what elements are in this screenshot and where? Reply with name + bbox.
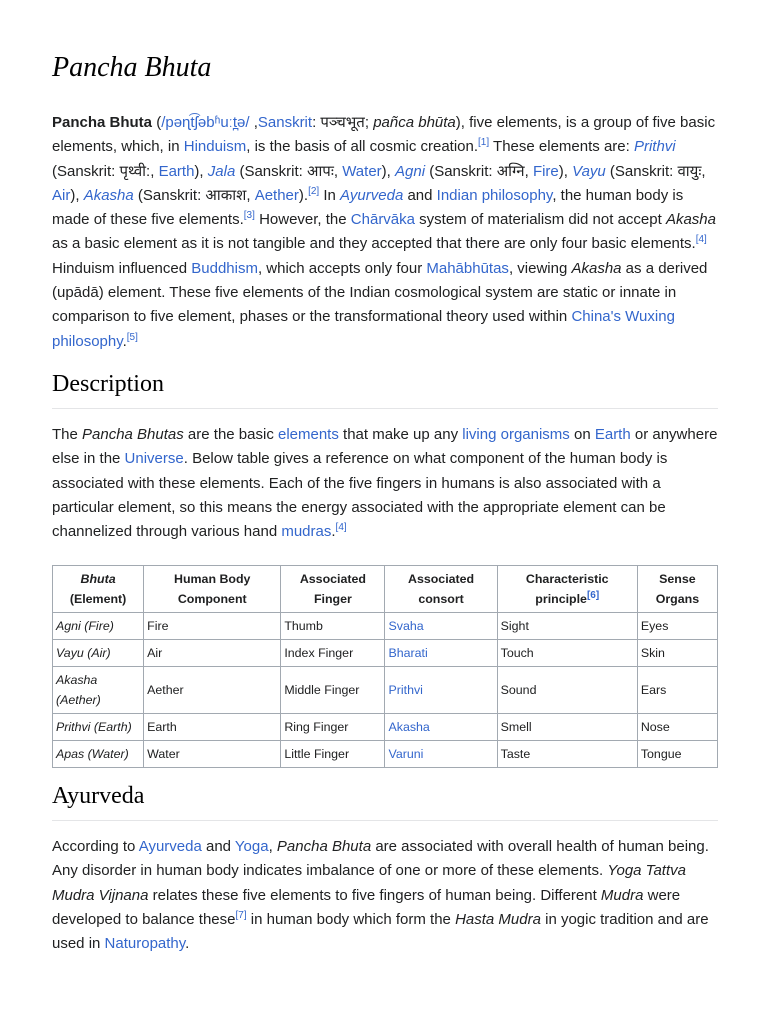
ref-7[interactable]: [7]: [235, 909, 247, 921]
cell-finger: Index Finger: [281, 640, 385, 667]
cell-consort: [385, 667, 497, 714]
consort-link[interactable]: Prithvi: [388, 683, 423, 697]
header-element-label: (Element): [69, 592, 127, 606]
desc-term: Pancha Bhutas: [82, 426, 184, 443]
cell-body: Water: [144, 741, 281, 768]
consort-link[interactable]: Varuni: [388, 747, 424, 761]
cell-bhuta: Apas (Water): [53, 741, 144, 768]
cell-principle: Taste: [497, 741, 637, 768]
ayurveda-text: relates these five elements to five fingers of human being. Different: [148, 886, 601, 904]
header-finger: Associated Finger: [281, 566, 385, 613]
table-row: [53, 714, 718, 741]
akasha-link[interactable]: Akasha: [83, 186, 134, 204]
cell-bhuta: Vayu (Air): [53, 640, 144, 667]
cell-sense: Eyes: [637, 613, 717, 640]
cell-principle: Sight: [497, 613, 637, 640]
sanskrit-text: पञ्चभूत: [320, 114, 365, 131]
mudras-link[interactable]: mudras: [281, 523, 332, 541]
header-sense-organs: Sense Organs: [637, 566, 717, 613]
cell-bhuta: Prithvi (Earth): [53, 714, 144, 741]
intro-term: Akasha: [571, 259, 622, 277]
intro-text: as a basic element as it is not tangible and they accepted that there are only four basic elements.: [52, 235, 696, 253]
charvaka-link[interactable]: Chārvāka: [350, 211, 415, 229]
cell-principle: Sound: [497, 667, 637, 714]
description-paragraph: The Pancha Bhutas are the basic elements that make up any living organisms on Earth or anywhere else in the Universe. Below table gives a reference on what component of the human body is associated with these elements. Each of the five fingers in humans is also associated with a particular element, so this means the energy associated with the appropriate element can be channelized through various hand mudras.[4]: [52, 426, 718, 541]
ref-2[interactable]: [2]: [308, 185, 320, 197]
table-row: [53, 640, 718, 667]
ayurveda-link[interactable]: Ayurveda: [138, 838, 202, 855]
intro-text: (Sanskrit: अग्नि,: [425, 162, 533, 180]
ayurveda-text: According to: [52, 838, 139, 855]
intro-text: as a derived (upādā) element. These five elements of the Indian cosmological system are static or innate in comparison to five element, phases or the transformational theory used within: [52, 259, 708, 326]
ref-4[interactable]: [4]: [335, 522, 347, 534]
ayurveda-text: and: [201, 838, 235, 855]
intro-text: (Sanskrit: आकाश,: [133, 186, 255, 204]
water-link[interactable]: Water: [342, 162, 382, 180]
ayurveda-text: were developed to balance these: [52, 886, 681, 928]
cell-bhuta: Akasha (Aether): [53, 667, 144, 714]
cell-sense: Ears: [637, 667, 717, 714]
intro-text: However, the: [254, 211, 351, 229]
ayurveda-paragraph: According to Ayurveda and Yoga, Pancha Bhuta are associated with overall health of human being. Any disorder in human body indicates imbalance of one or more of these elements. Yoga Tattva Mudra Vijnana relates these five elements to five fingers of human being. Different Mudra were developed to balance these[7] in human body which form the Hasta Mudra in yogic tradition and are used in Naturopathy.: [52, 838, 709, 953]
intro-text: , the human body is made of these five elements.: [52, 186, 684, 229]
transliteration: pañca bhūta: [373, 114, 456, 131]
section-heading-description: Description: [52, 371, 718, 409]
consort-link[interactable]: Svaha: [388, 619, 424, 633]
indian-philosophy-link[interactable]: Indian philosophy: [436, 186, 553, 204]
agni-link[interactable]: Agni: [395, 162, 426, 180]
vayu-link[interactable]: Vayu: [572, 162, 606, 180]
intro-text: system of materialism did not accept: [415, 211, 666, 229]
intro-text: These elements are:: [489, 138, 634, 156]
universe-link[interactable]: Universe: [124, 450, 184, 468]
ayurveda-term: Hasta Mudra: [455, 910, 541, 928]
header-bhuta: [53, 566, 144, 613]
cell-consort: [385, 714, 497, 741]
cell-consort: [385, 640, 497, 667]
intro-text: , which accepts only four: [257, 259, 427, 277]
ayurveda-term: Yoga Tattva Mudra Vijnana: [52, 862, 686, 904]
intro-text: (Sanskrit: वायुः,: [605, 162, 706, 180]
intro-paragraph: Pancha Bhuta (/pəɳt͡ʃəbʱuːt̪ə/ ,Sanskrit: पञ्चभूत; pañca bhūta), five elements, is a group of five basic elements, which, in Hinduism, is the basis of all cosmic creation.[1] These elements are: Prithvi (Sanskrit: पृथ्वी:, Earth), Jala (Sanskrit: आपः, Water), Agni (Sanskrit: अग्नि, Fire), Vayu (Sanskrit: वायुः, Air), Akasha (Sanskrit: आकाश, Aether).[2] In Ayurveda and Indian philosophy, the human body is made of these five elements.[3] However, the Chārvāka system of materialism did not accept Akasha as a basic element as it is not tangible and they accepted that there are only four basic elements.[4] Hinduism influenced Buddhism, which accepts only four Mahābhūtas, viewing Akasha as a derived (upādā) element. These five elements of the Indian cosmological system are static or innate in comparison to five element, phases or the transformational theory used within China's Wuxing philosophy.[5]: [52, 114, 716, 350]
desc-text: . Below table gives a reference on what component of the human body is associated with these elements. Each of the five fingers in humans is also associated with a particular element, so this means the energy associated with the appropriate element can be channelized through various hand: [52, 450, 668, 541]
fire-link[interactable]: Fire: [532, 162, 559, 180]
sanskrit-link[interactable]: Sanskrit: [257, 114, 313, 131]
table-row: [53, 613, 718, 640]
prithvi-link[interactable]: Prithvi: [633, 138, 676, 156]
cell-body: Air: [144, 640, 281, 667]
header-bhuta-label: Bhuta: [80, 572, 116, 586]
ref-1[interactable]: [1]: [478, 137, 490, 149]
naturopathy-link[interactable]: Naturopathy: [104, 935, 186, 953]
cell-finger: Middle Finger: [281, 667, 385, 714]
ref-3[interactable]: [3]: [243, 210, 255, 222]
intro-text: , viewing: [508, 259, 572, 277]
intro-term: Akasha: [665, 211, 716, 229]
ayurveda-term: Pancha Bhuta: [276, 838, 372, 855]
intro-text: Hinduism influenced: [52, 259, 192, 277]
header-consort: Associated consort: [385, 566, 497, 613]
cell-consort: [385, 613, 497, 640]
intro-term: Pancha Bhuta: [52, 114, 153, 131]
consort-link[interactable]: Akasha: [388, 720, 430, 734]
section-heading-ayurveda: Ayurveda: [52, 783, 718, 821]
header-principle-label: Characteristic principle: [525, 572, 609, 606]
elements-link[interactable]: elements: [277, 426, 339, 443]
intro-text: ), five elements, is a group of five basic elements, which, in: [52, 114, 716, 156]
earth-link[interactable]: Earth: [158, 162, 195, 180]
desc-text: are the basic: [183, 426, 278, 443]
ayurveda-text: in yogic tradition and are used in: [52, 910, 709, 953]
header-human-body: Human Body Component: [144, 566, 281, 613]
table-row: [53, 741, 718, 768]
intro-text: (Sanskrit: आपः,: [235, 162, 343, 180]
table-row: [53, 667, 718, 714]
earth-link[interactable]: Earth: [594, 426, 631, 443]
desc-text: on: [569, 426, 595, 443]
ayurveda-link[interactable]: Ayurveda: [340, 186, 404, 204]
cell-sense: Tongue: [637, 741, 717, 768]
cell-bhuta: Agni (Fire): [53, 613, 144, 640]
consort-link[interactable]: Bharati: [388, 646, 428, 660]
cell-finger: Ring Finger: [281, 714, 385, 741]
ayurveda-text: are associated with overall health of human being. Any disorder in human body indicates imbalance of one or more of these elements.: [52, 838, 709, 880]
ref-5[interactable]: [5]: [126, 331, 138, 343]
elements-table: [52, 565, 718, 768]
air-link[interactable]: Air: [52, 186, 71, 204]
intro-text: , is the basis of all cosmic creation.: [246, 138, 479, 156]
desc-text: or anywhere else in the: [52, 426, 718, 468]
desc-text: The: [52, 426, 83, 443]
ayurveda-term: Mudra: [600, 886, 644, 904]
mahabhutas-link[interactable]: Mahābhūtas: [426, 259, 509, 277]
aether-link[interactable]: Aether: [254, 186, 299, 204]
intro-text: (Sanskrit: पृथ्वी:,: [52, 162, 159, 180]
hinduism-link[interactable]: Hinduism: [183, 138, 247, 156]
cell-principle: Smell: [497, 714, 637, 741]
ipa-link[interactable]: /pəɳt͡ʃəbʱuːt̪ə/: [161, 114, 250, 131]
cell-body: Earth: [144, 714, 281, 741]
cell-principle: Touch: [497, 640, 637, 667]
desc-text: that make up any: [338, 426, 463, 443]
wuxing-link[interactable]: China's Wuxing philosophy: [52, 308, 675, 350]
cell-sense: Nose: [637, 714, 717, 741]
page-title: Pancha Bhuta: [52, 52, 212, 83]
ayurveda-text: in human body which form the: [246, 910, 456, 928]
ref-6[interactable]: [6]: [586, 589, 600, 601]
cell-finger: Thumb: [281, 613, 385, 640]
cell-sense: Skin: [637, 640, 717, 667]
table-header-row: [53, 566, 718, 613]
ayurveda-text: ,: [268, 838, 277, 855]
header-principle: [497, 566, 637, 613]
buddhism-link[interactable]: Buddhism: [191, 259, 258, 277]
cell-body: Aether: [144, 667, 281, 714]
ref-4[interactable]: [4]: [695, 234, 707, 246]
living-organisms-link[interactable]: living organisms: [462, 426, 570, 443]
intro-text: In: [319, 186, 341, 204]
jala-link[interactable]: Jala: [207, 162, 236, 180]
cell-consort: [385, 741, 497, 768]
yoga-link[interactable]: Yoga: [234, 838, 269, 855]
cell-finger: Little Finger: [281, 741, 385, 768]
intro-text: and: [403, 186, 437, 204]
cell-body: Fire: [144, 613, 281, 640]
